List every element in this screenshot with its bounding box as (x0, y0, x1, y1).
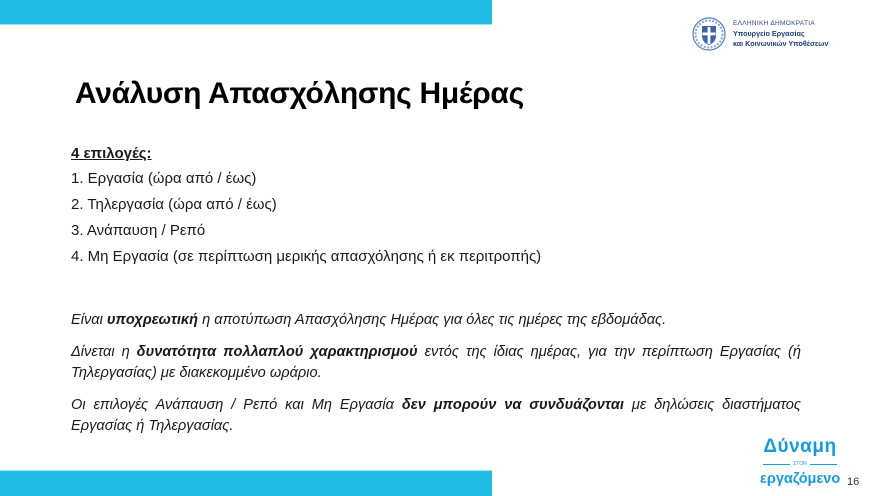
campaign-logo (760, 437, 840, 487)
campaign-logo-line2: ΣΤΟΝ (760, 459, 840, 469)
note-emphasis: δυνατότητα πολλαπλού χαρακτηρισμού (136, 344, 418, 360)
note-emphasis: δεν μπορούν να συνδυάζονται (401, 397, 624, 413)
page-number: 16 (847, 476, 860, 488)
options-heading: 4 επιλογές: (71, 145, 152, 162)
note-multiple: Δίνεται η δυνατότητα πολλαπλού χαρακτηρισμού εντός της ίδιας ημέρας, για την περίπτωση Εργασίας (ή Τηλεργασίας) με διακεκομμένο ωράριο. (71, 344, 801, 381)
bottom-accent-bar (0, 470, 492, 496)
options-list (71, 144, 541, 270)
option-item-work: 1. Εργασία (ώρα από / έως) (71, 170, 257, 187)
option-item-rest: 3. Ανάπαυση / Ρεπό (71, 222, 206, 239)
ministry-name-line1: Υπουργείο Εργασίας (733, 29, 805, 38)
greek-coat-of-arms-icon (691, 16, 727, 52)
ministry-logo (691, 16, 828, 52)
notes-section (71, 310, 801, 448)
option-item-telework: 2. Τηλεργασία (ώρα από / έως) (71, 196, 277, 213)
note-no-combine: Οι επιλογές Ανάπαυση / Ρεπό και Μη Εργασία δεν μπορούν να συνδυάζονται με δηλώσεις διαστήματος Εργασίας ή Τηλεργασίας. (71, 397, 801, 434)
note-mandatory: Είναι υποχρεωτική η αποτύπωση Απασχόλησης Ημέρας για όλες τις ημέρες της εβδομάδας. (71, 312, 667, 328)
option-item-no-work: 4. Μη Εργασία (σε περίπτωση μερικής απασχόλησης ή εκ περιτροπής) (71, 248, 542, 265)
top-accent-bar (0, 0, 492, 25)
campaign-logo-line3: εργαζόμενο (760, 471, 841, 487)
slide-title: Ανάλυση Απασχόλησης Ημέρας (75, 77, 524, 110)
ministry-name-line2: και Κοινωνικών Υποθέσεων (733, 39, 829, 48)
ministry-country: ΕΛΛΗΝΙΚΗ ΔΗΜΟΚΡΑΤΙΑ (733, 20, 816, 27)
campaign-logo-line1: Δύναμη (763, 436, 837, 457)
note-emphasis: υποχρεωτική (106, 312, 199, 328)
